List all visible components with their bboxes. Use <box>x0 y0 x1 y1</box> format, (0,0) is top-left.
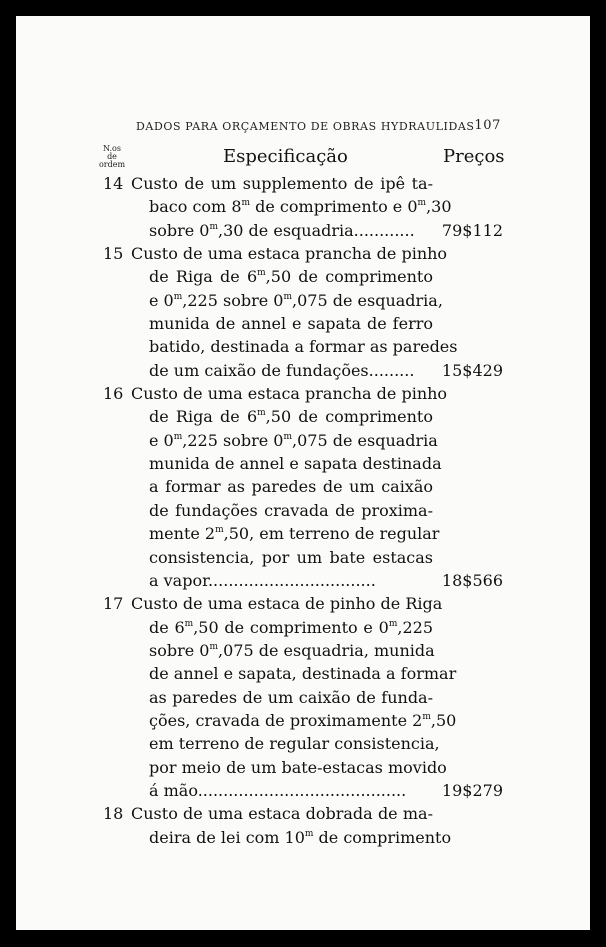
entry-text: de 6$^m$,50 de comprimento e 0$^m$,225 <box>149 617 433 637</box>
entry-number: 16 <box>103 384 124 404</box>
entry-text: a vapor................................. <box>149 570 376 590</box>
entry-text: deira de lei com 10$^m$ de comprimento <box>149 827 452 847</box>
order-column-header <box>97 145 127 169</box>
entry-text: em terreno de regular consistencia, <box>149 734 440 754</box>
entry-line <box>103 499 503 522</box>
entry-text: por meio de um bate-estacas movido <box>149 757 447 777</box>
entry-text: de um caixão de fundações......... <box>149 360 415 380</box>
entry-text: batido, destinada a formar as paredes <box>149 337 458 357</box>
entry-line <box>103 639 503 662</box>
entry-text: de annel e sapata, destinada a formar <box>149 664 457 684</box>
entry-text: Custo de uma estaca dobrada de ma- <box>131 804 433 824</box>
entry-line <box>103 546 503 569</box>
entry-line <box>103 335 503 358</box>
entry-line <box>103 826 503 849</box>
entry-text: de fundações cravada de proxima- <box>149 500 433 520</box>
entry-text: as paredes de um caixão de funda- <box>149 687 433 707</box>
entry-line <box>103 569 503 592</box>
entry-text: ções, cravada de proximamente 2$^m$,50 <box>149 710 457 730</box>
entry-text: de Riga de 6$^m$,50 de comprimento <box>149 407 433 427</box>
entry-line <box>103 429 503 452</box>
entry-line <box>103 732 503 755</box>
entry-line <box>103 662 503 685</box>
entry-line <box>103 289 503 312</box>
entry-line <box>103 779 503 802</box>
entry-price: 79$112 <box>441 220 503 240</box>
entry-text: de Riga de 6$^m$,50 de comprimento <box>149 267 433 287</box>
entry-line <box>103 242 503 265</box>
order-header-line: de <box>107 152 117 161</box>
entry-text: munida de annel e sapata de ferro <box>149 314 433 334</box>
entry-line <box>103 756 503 779</box>
entry-line <box>103 686 503 709</box>
specification-header: Especificação <box>223 146 348 167</box>
order-header-line: ordem <box>98 160 126 169</box>
entry-number: 18 <box>103 804 124 824</box>
entry-text: Custo de uma estaca de pinho de Riga <box>131 594 443 614</box>
entry-line <box>103 616 503 639</box>
entry-line <box>103 802 503 825</box>
order-header-line: N.os <box>103 144 121 153</box>
entry-line <box>103 382 503 405</box>
entry-line <box>103 452 503 475</box>
entry-line <box>103 219 503 242</box>
entry-text: sobre 0$^m$,30 de esquadria............ <box>149 220 415 240</box>
entry-number: 14 <box>103 174 124 193</box>
entry-text: baco com 8$^m$ de comprimento e 0$^m$,30 <box>149 197 452 217</box>
entry-line <box>103 405 503 428</box>
entry-line <box>103 475 503 498</box>
entry-text: sobre 0$^m$,075 de esquadria, munida <box>149 640 435 660</box>
entry-line <box>103 359 503 382</box>
entry-text: e 0$^m$,225 sobre 0$^m$,075 de esquadria, <box>149 290 443 310</box>
entry-line <box>103 172 503 195</box>
entry-text: consistencia, por um bate estacas <box>149 547 433 567</box>
entry-line <box>103 522 503 545</box>
prices-header: Preços <box>443 146 505 167</box>
page-number: 107 <box>474 118 501 133</box>
entry-text: Custo de um supplemento de ipê ta- <box>131 174 433 193</box>
entry-line <box>103 709 503 732</box>
entry-text: mente 2$^m$,50, em terreno de regular <box>149 524 440 544</box>
entry-line <box>103 195 503 218</box>
entry-line <box>103 312 503 335</box>
entries-list <box>103 172 503 849</box>
running-title: DADOS PARA ORÇAMENTO DE OBRAS HYDRAULIDAS <box>136 120 475 133</box>
entry-text: a formar as paredes de um caixão <box>149 477 433 497</box>
entry-text: á mão......................................... <box>149 780 407 800</box>
entry-text: Custo de uma estaca prancha de pinho <box>131 384 448 404</box>
entry-price: 18$566 <box>441 570 503 590</box>
entry-text: Custo de uma estaca prancha de pinho <box>131 244 448 264</box>
entry-line <box>103 265 503 288</box>
entry-number: 17 <box>103 594 124 614</box>
entry-text: munida de annel e sapata destinada <box>149 454 442 474</box>
entry-text: e 0$^m$,225 sobre 0$^m$,075 de esquadria <box>149 430 438 450</box>
entry-price: 19$279 <box>441 780 503 800</box>
entry-price: 15$429 <box>441 360 503 380</box>
entry-line <box>103 592 503 615</box>
entry-number: 15 <box>103 244 124 264</box>
